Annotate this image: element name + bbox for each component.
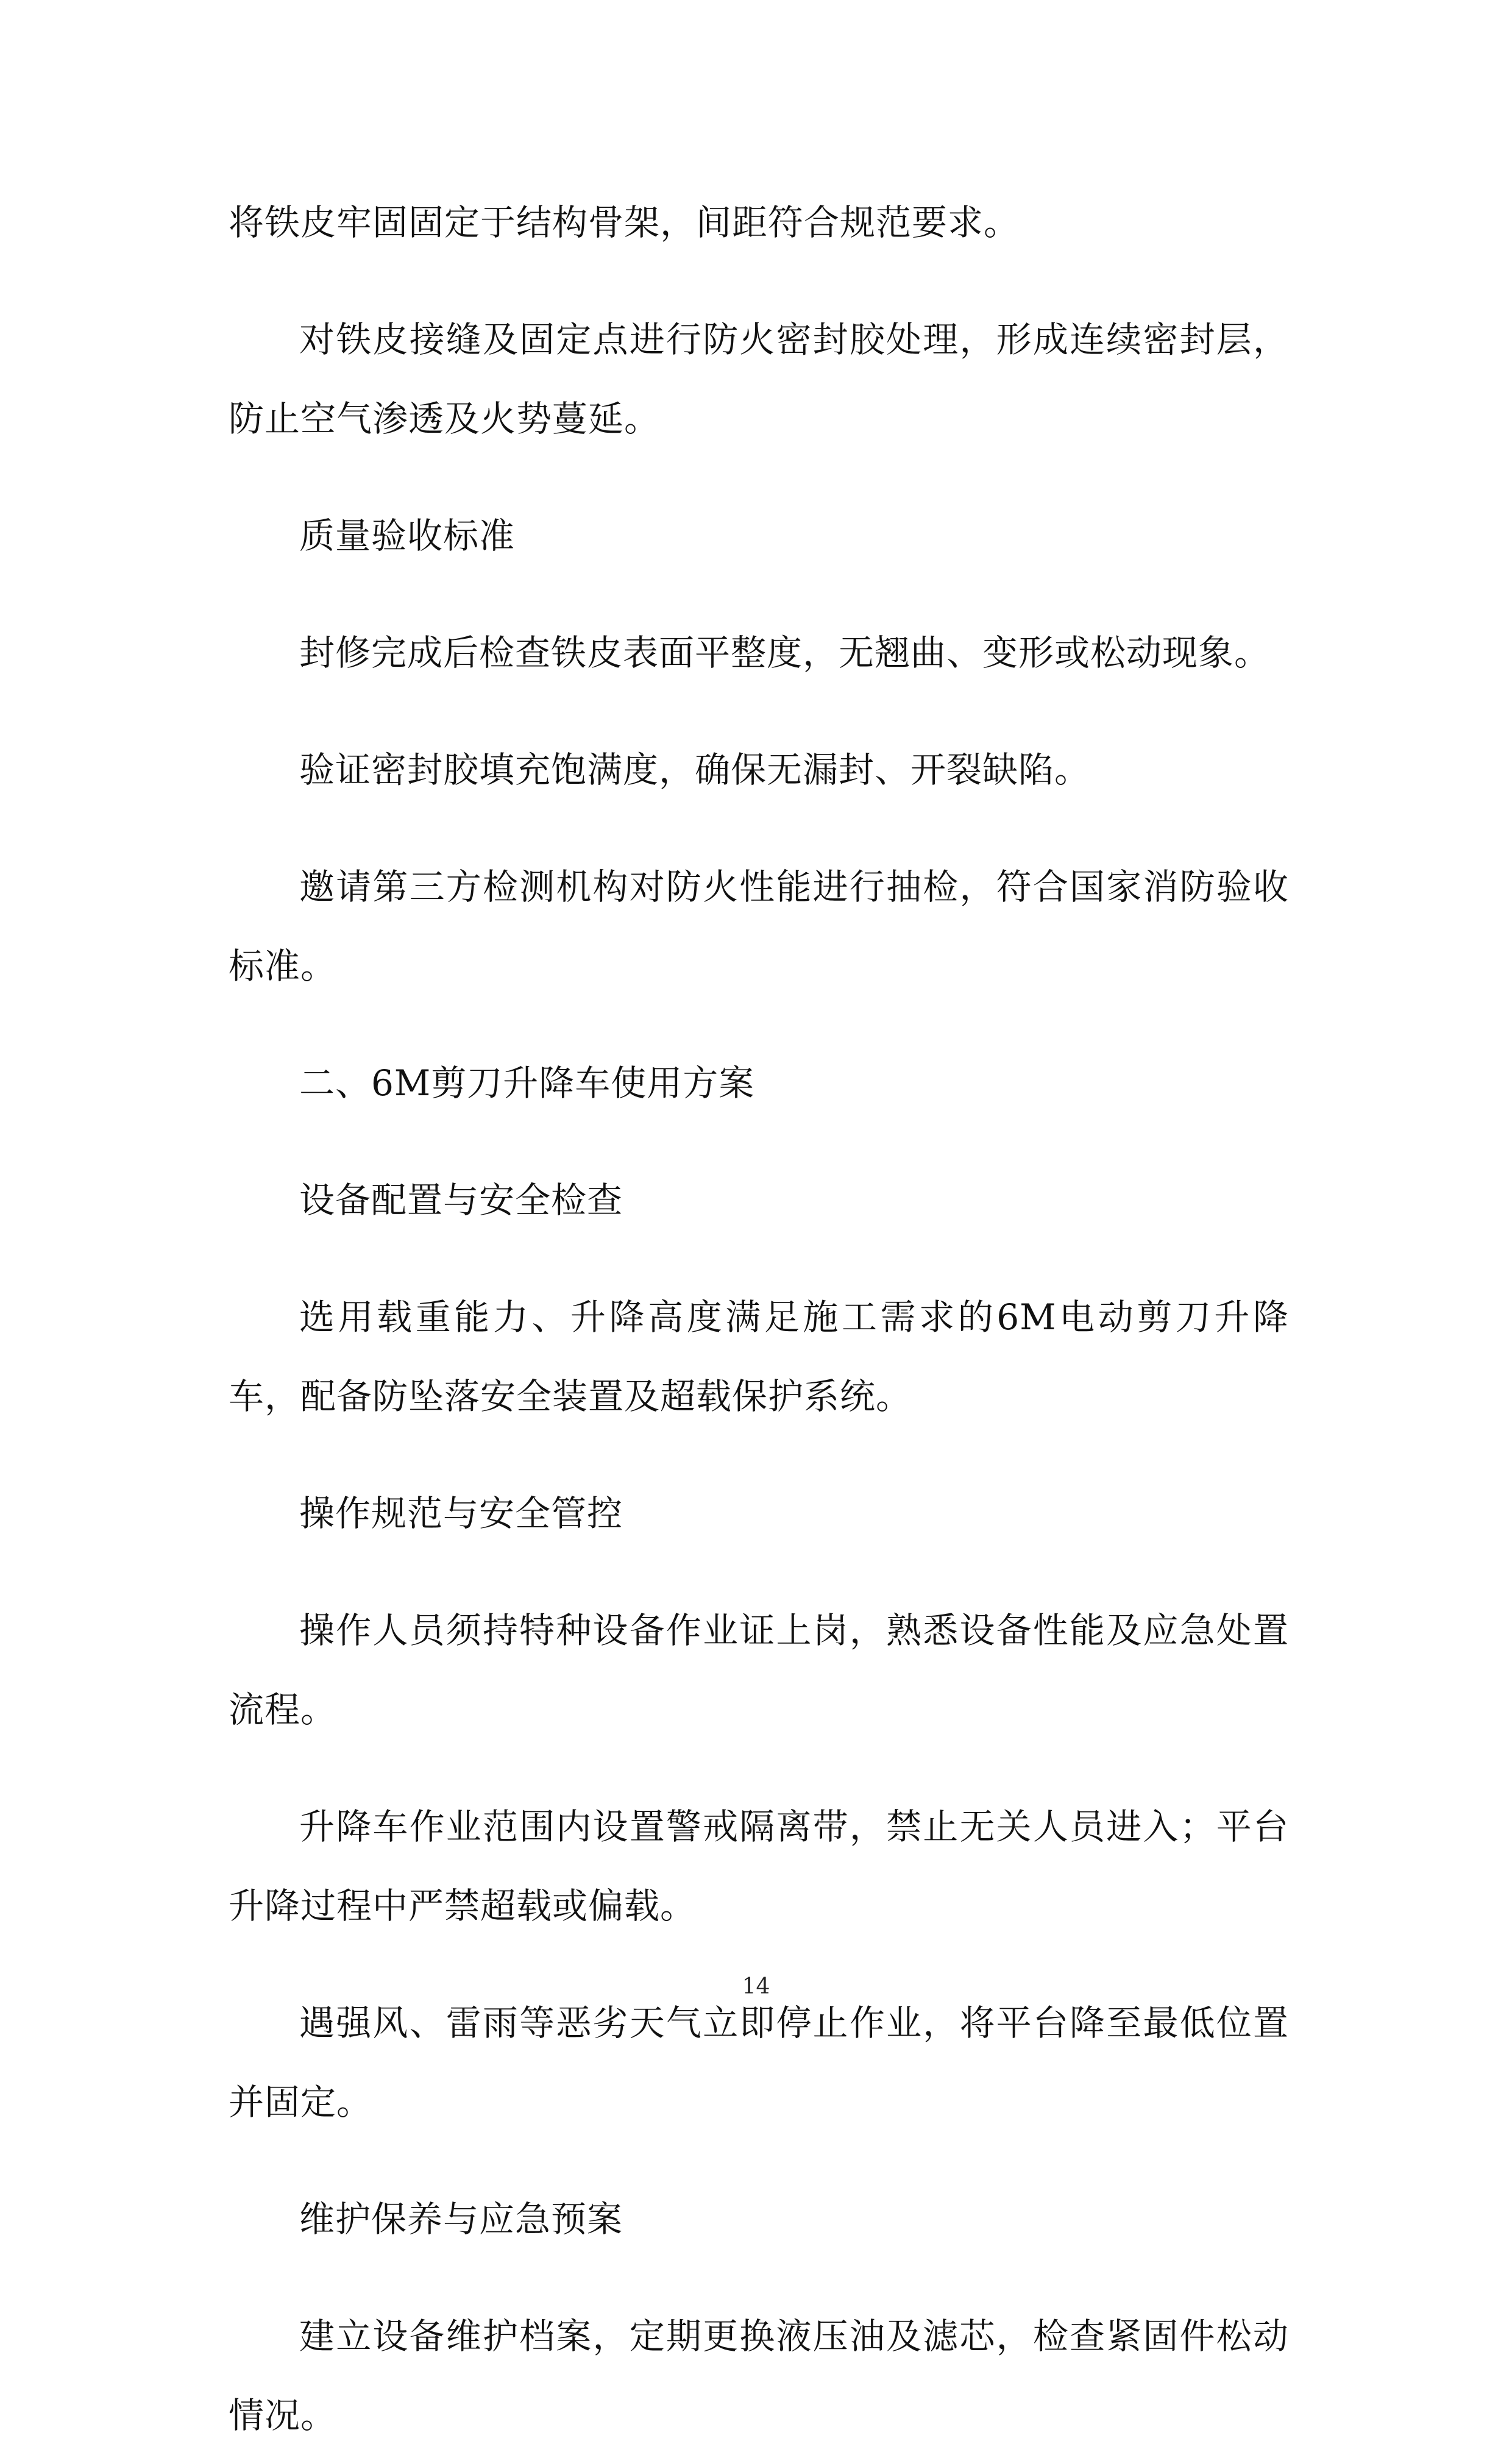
paragraph-6: 邀请第三方检测机构对防火性能进行抽检，符合国家消防验收标准。	[229, 866, 1289, 987]
section-heading-scissor-lift-plan: 二、6M剪刀升降车使用方案	[299, 1062, 755, 1104]
section-heading-operation-rules: 操作规范与安全管控	[299, 1493, 623, 1534]
page-number: 14	[742, 1974, 770, 1999]
paragraph-11: 操作人员须持特种设备作业证上岗，熟悉设备性能及应急处置流程。	[229, 1610, 1289, 1730]
paragraph-12: 升降车作业范围内设置警戒隔离带，禁止无关人员进入；平台升降过程中严禁超载或偏载。	[229, 1806, 1289, 1927]
paragraph-15: 建立设备维护档案，定期更换液压油及滤芯，检查紧固件松动情况。	[229, 2315, 1289, 2436]
paragraph-1: 将铁皮牢固固定于结构骨架，间距符合规范要求。	[229, 202, 1020, 243]
paragraph-13: 遇强风、雷雨等恶劣天气立即停止作业，将平台降至最低位置并固定。	[229, 2002, 1289, 2123]
section-heading-maintenance: 维护保养与应急预案	[299, 2198, 623, 2240]
paragraph-2: 对铁皮接缝及固定点进行防火密封胶处理，形成连续密封层，防止空气渗透及火势蔓延。	[229, 319, 1289, 439]
paragraph-4: 封修完成后检查铁皮表面平整度，无翘曲、变形或松动现象。	[299, 632, 1271, 673]
body-text	[229, 183, 1289, 2455]
section-heading-equipment-config: 设备配置与安全检查	[299, 1179, 623, 1221]
paragraph-9: 选用载重能力、升降高度满足施工需求的6M电动剪刀升降车，配备防坠落安全装置及超载保护系统。	[229, 1296, 1289, 1417]
paragraph-5: 验证密封胶填充饱满度，确保无漏封、开裂缺陷。	[299, 749, 1091, 791]
section-heading-quality-acceptance: 质量验收标准	[299, 515, 516, 556]
